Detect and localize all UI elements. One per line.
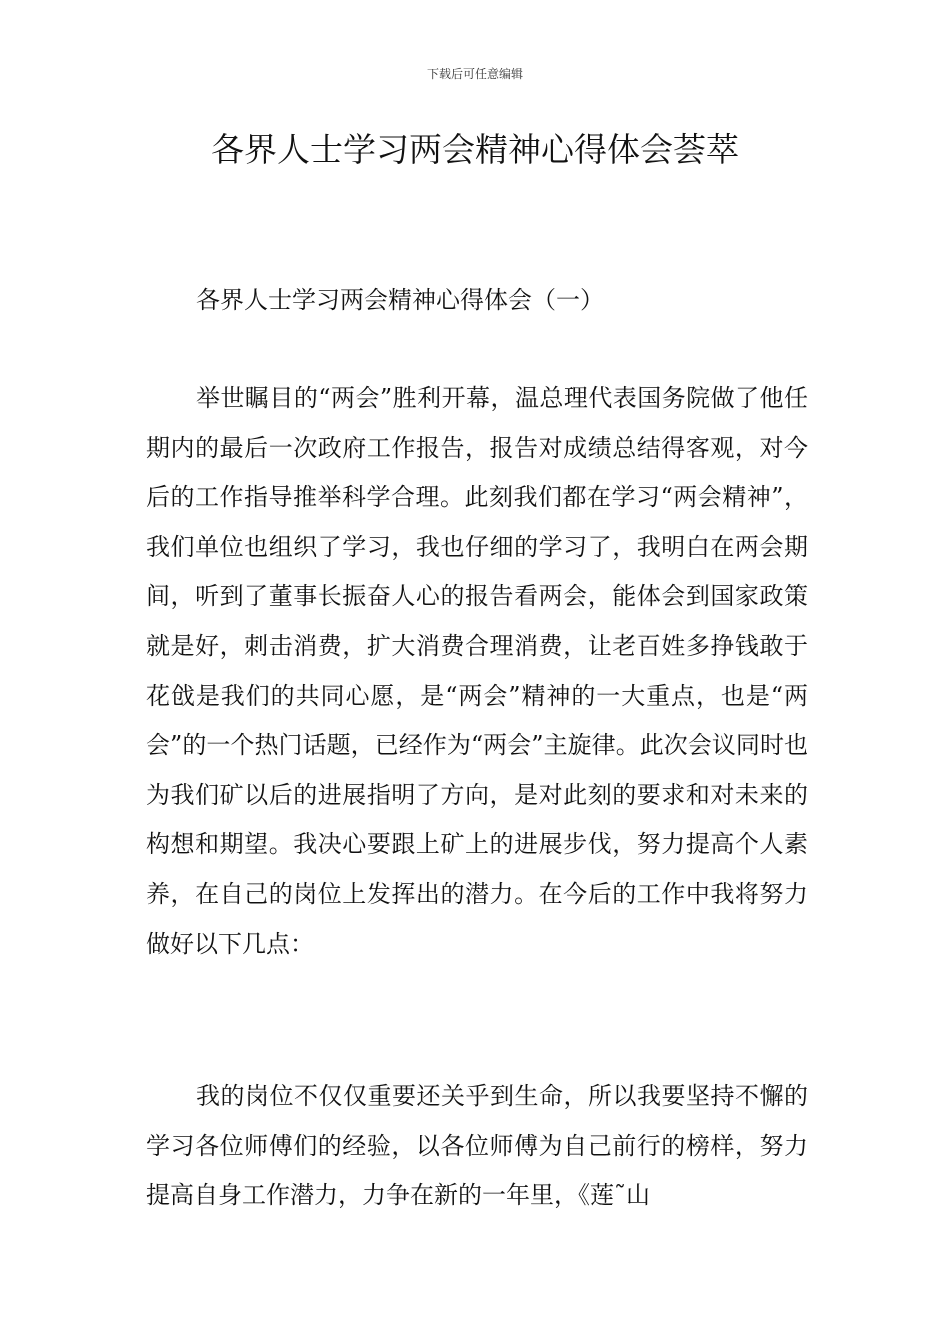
section-heading: 各界人士学习两会精神心得体会（一）	[196, 286, 604, 314]
body-paragraph-2: 我的岗位不仅仅重要还关乎到生命，所以我要坚持不懈的学习各位师傅们的经验，以各位师傅为自己前行的榜样，努力提高自身工作潜力，力争在新的一年里，《莲˜山	[146, 1082, 808, 1210]
body-paragraph-1: 举世瞩目的“两会”胜利开幕，温总理代表国务院做了他任期内的最后一次政府工作报告，报告对成绩总结得客观，对今后的工作指导推举科学合理。此刻我们都在学习“两会精神”，我们单位也组织了学习，我也仔细的学习了，我明白在两会期间，听到了董事长振奋人心的报告看两会，能体会到国家政策就是好，刺击消费，扩大消费合理消费，让老百姓多挣钱敢于花戗是我们的共同心愿，是“两会”精神的一大重点，也是“两会”的一个热门话题，已经作为“两会”主旋律。此次会议同时也为我们矿以后的进展指明了方向，是对此刻的要求和对未来的构想和期望。我决心要跟上矿上的进展步伐，努力提高个人素养，在自己的岗位上发挥出的潜力。在今后的工作中我将努力做好以下几点：	[146, 384, 808, 958]
page-header-note: 下载后可任意编辑	[426, 67, 523, 81]
document-title: 各界人士学习两会精神心得体会荟萃	[211, 130, 739, 169]
